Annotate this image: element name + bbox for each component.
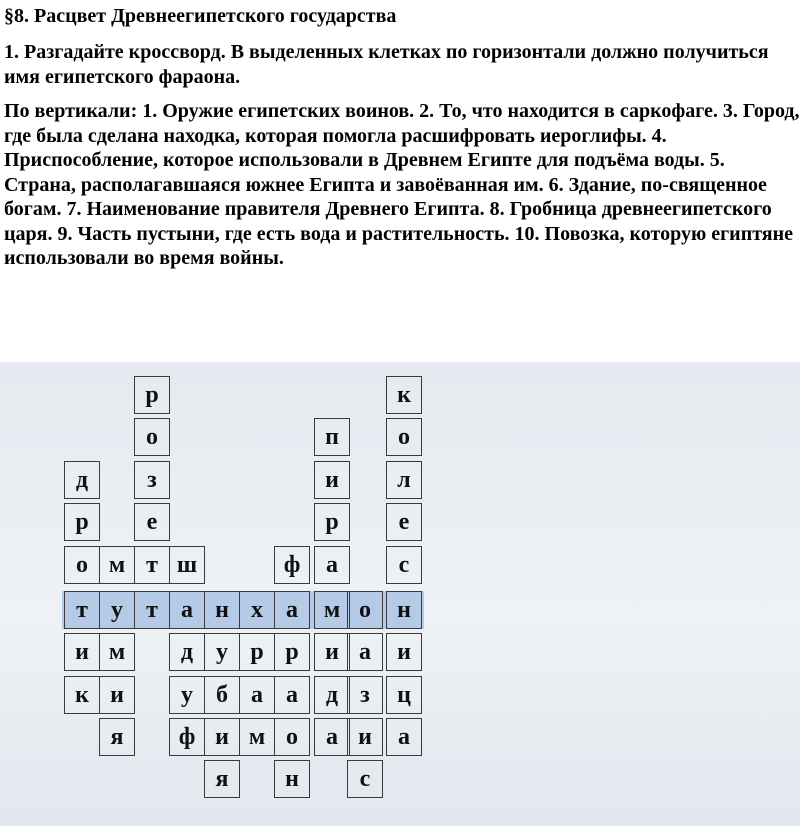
clues-text: По вертикали: 1. Оружие египетских воинов. 2. То, что находится в саркофаге. 3. Город, где была сделана находка, которая помогла расшифровать иероглифы. 4. Приспособление, которое использовали в Древнем Египте для подъёма воды. 5. Страна, располагавшаяся южнее Египта и завоёванная им. 6. Здание, по-священное богам. 7. Наименование правителя Древнего Египта. 8. Гробница древнеегипетского царя. 9. Часть пустыни, где есть вода и растительность. 10. Повозка, которую египтяне использовали во время войны.	[4, 100, 800, 269]
crossword-cell: с	[386, 546, 422, 584]
crossword-cell: о	[386, 418, 422, 456]
crossword-cell: а	[347, 633, 383, 671]
crossword-cell: у	[169, 676, 205, 714]
crossword-cell: и	[314, 461, 350, 499]
crossword-cell: я	[204, 760, 240, 798]
crossword-cell: о	[134, 418, 170, 456]
crossword-cell: я	[99, 718, 135, 756]
crossword-cell: б	[204, 676, 240, 714]
crossword-cell: ш	[169, 546, 205, 584]
crossword-cell: н	[274, 760, 310, 798]
crossword-cell: у	[204, 633, 240, 671]
crossword-cell: и	[204, 718, 240, 756]
crossword-cell: д	[169, 633, 205, 671]
crossword-cell: з	[134, 461, 170, 499]
crossword-cell: ф	[169, 718, 205, 756]
task-text	[4, 4, 800, 281]
crossword-cell: л	[386, 461, 422, 499]
crossword-cell: з	[347, 676, 383, 714]
crossword-grid	[0, 362, 800, 826]
crossword-cell: ф	[274, 546, 310, 584]
crossword-cell: т	[134, 591, 170, 629]
crossword-cell: ц	[386, 676, 422, 714]
crossword-cell: р	[274, 633, 310, 671]
crossword-cell: д	[64, 461, 100, 499]
crossword-cell: и	[64, 633, 100, 671]
crossword-cell: р	[64, 503, 100, 541]
crossword-cell: м	[99, 633, 135, 671]
crossword-cell: а	[314, 718, 350, 756]
crossword-cell: а	[239, 676, 275, 714]
crossword-cell: м	[99, 546, 135, 584]
crossword-cell: а	[274, 676, 310, 714]
crossword-cell: а	[169, 591, 205, 629]
crossword-cell: х	[239, 591, 275, 629]
crossword-cell: о	[64, 546, 100, 584]
crossword-cell: а	[274, 591, 310, 629]
crossword-cell: и	[386, 633, 422, 671]
crossword-cell: е	[386, 503, 422, 541]
crossword-cell: т	[134, 546, 170, 584]
crossword-cell: а	[314, 546, 350, 584]
crossword-cell: р	[239, 633, 275, 671]
crossword-cell: у	[99, 591, 135, 629]
crossword-cell: р	[134, 376, 170, 414]
crossword-cell: м	[239, 718, 275, 756]
crossword-cell: п	[314, 418, 350, 456]
crossword-cell: м	[314, 591, 350, 629]
crossword-photo	[0, 362, 800, 826]
crossword-cell: д	[314, 676, 350, 714]
crossword-cell: к	[386, 376, 422, 414]
crossword-cell: о	[274, 718, 310, 756]
section-heading: §8. Расцвет Древнеегипетского государства	[4, 5, 397, 27]
crossword-cell: т	[64, 591, 100, 629]
crossword-cell: и	[347, 718, 383, 756]
crossword-cell: р	[314, 503, 350, 541]
crossword-cell: н	[386, 591, 422, 629]
crossword-cell: к	[64, 676, 100, 714]
crossword-cell: с	[347, 760, 383, 798]
crossword-cell: о	[347, 591, 383, 629]
task-instruction: 1. Разгадайте кроссворд. В выделенных клетках по горизонтали должно получиться имя египетского фараона.	[4, 41, 769, 88]
crossword-cell: е	[134, 503, 170, 541]
crossword-cell: и	[314, 633, 350, 671]
crossword-cell: а	[386, 718, 422, 756]
crossword-cell: и	[99, 676, 135, 714]
crossword-cell: н	[204, 591, 240, 629]
